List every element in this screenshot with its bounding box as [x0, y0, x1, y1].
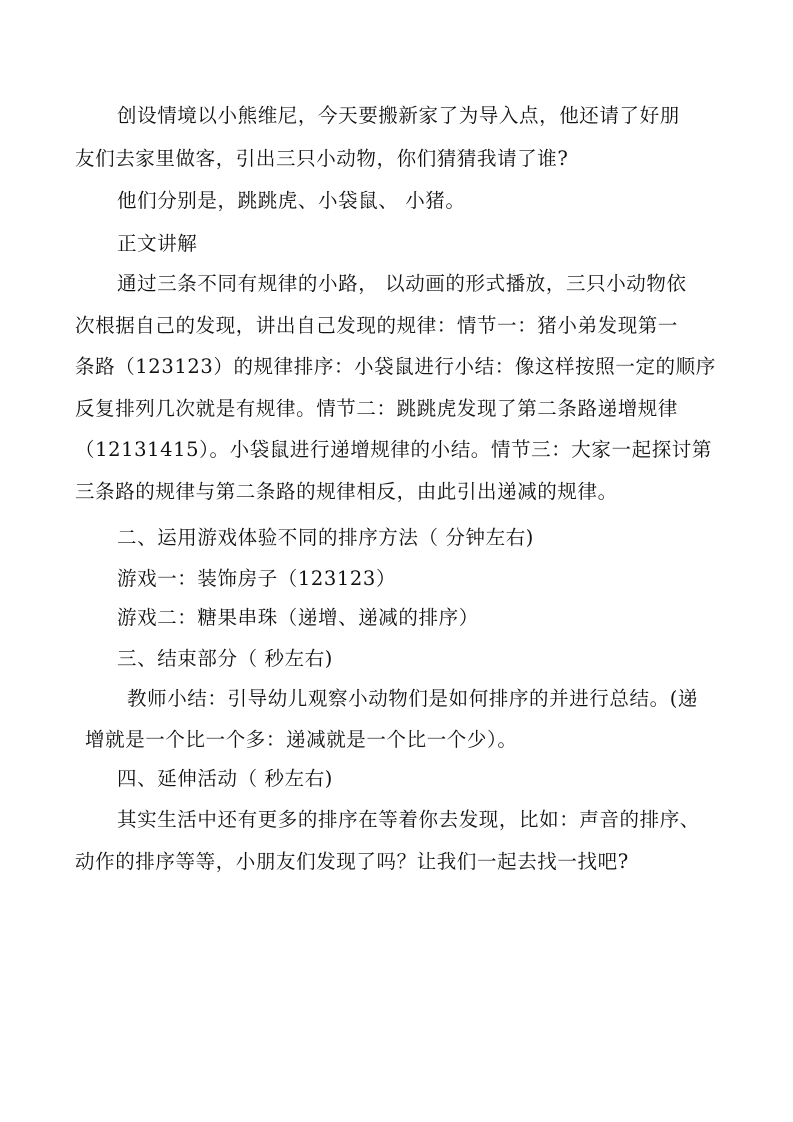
list-item: 游戏一：装饰房子（123123） — [117, 567, 397, 590]
paragraph-line: 反复排列几次就是有规律。情节二：跳跳虎发现了第二条路递增规律 — [75, 397, 679, 420]
paragraph-line: 教师小结：引导幼儿观察小动物们是如何排序的并进行总结。(递 — [127, 687, 699, 710]
paragraph-line: 创设情境以小熊维尼，今天要搬新家了为导入点，他还请了好朋 — [117, 104, 680, 127]
section-heading: 正文讲解 — [117, 232, 198, 255]
paragraph-line: （12131415）。小袋鼠进行递增规律的小结。情节三：大家一起探讨第 — [75, 438, 713, 461]
section-heading: 二、运用游戏体验不同的排序方法（ 分钟左右) — [117, 526, 535, 549]
paragraph-line: 动作的排序等等，小朋友们发现了吗？让我们一起去找一找吧? — [75, 850, 629, 873]
paragraph-line: 条路（123123）的规律排序：小袋鼠进行小结：像这样按照一定的顺序 — [75, 355, 716, 378]
list-item: 游戏二：糖果串珠（递增、递减的排序） — [117, 606, 479, 629]
paragraph-line: 友们去家里做客，引出三只小动物，你们猜猜我请了谁? — [75, 147, 569, 170]
section-heading: 四、延伸活动（ 秒左右) — [117, 767, 334, 790]
paragraph-line: 通过三条不同有规律的小路， 以动画的形式播放，三只小动物依 — [117, 272, 687, 295]
paragraph-line: 他们分别是，跳跳虎、小袋鼠、 小猪。 — [117, 189, 466, 212]
paragraph-line: 增就是一个比一个多：递减就是一个比一个少）。 — [85, 728, 518, 751]
paragraph-line: 次根据自己的发现，讲出自己发现的规律：情节一：猪小弟发现第一 — [75, 314, 679, 337]
section-heading: 三、结束部分（ 秒左右) — [117, 647, 334, 670]
paragraph-line: 其实生活中还有更多的排序在等着你去发现，比如：声音的排序、 — [117, 808, 700, 831]
paragraph-line: 三条路的规律与第二条路的规律相反，由此引出递减的规律。 — [75, 480, 618, 503]
